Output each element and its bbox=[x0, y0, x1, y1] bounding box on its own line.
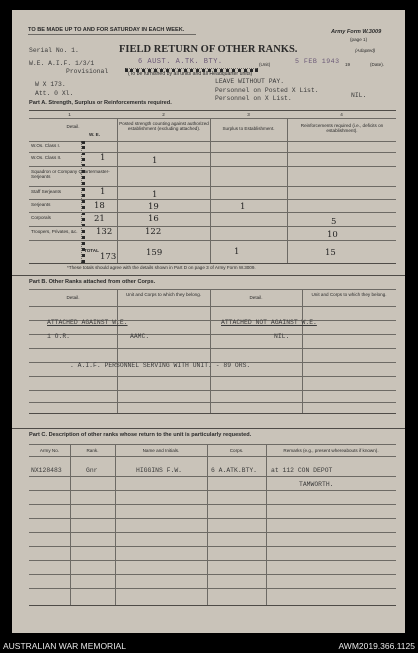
part-c-corps: Corps. bbox=[229, 448, 244, 453]
part-c-divider bbox=[12, 428, 405, 429]
part-c-rank: Rank. bbox=[86, 448, 99, 453]
col-number-3: 3 bbox=[247, 112, 250, 117]
total-we: 173 bbox=[100, 252, 117, 262]
part-a-bottom-rule bbox=[29, 263, 396, 264]
part-c-row-rule bbox=[29, 574, 396, 575]
part-b-row-rule bbox=[29, 376, 396, 377]
date-stamp: 5 FEB 1943 bbox=[295, 58, 340, 65]
date-label: (Date). bbox=[370, 62, 385, 67]
attached-not-against-we: ATTACHED NOT AGAINST W.E. bbox=[221, 319, 317, 326]
part-c-title: Part C. Description of other ranks whose return to the unit is particularly requested. bbox=[29, 432, 252, 438]
unit-typed: W.E. A.I.F. 1/3/1 bbox=[29, 60, 95, 67]
part-a-top-rule bbox=[29, 110, 396, 111]
year-label: 19 bbox=[345, 62, 351, 67]
reinf-header: Reinforcements required (i.e., deficits on establishment). bbox=[300, 123, 384, 133]
wx-number: W X 173. bbox=[35, 81, 66, 88]
footer-right: AWM2019.366.1125 bbox=[338, 641, 415, 651]
army-no-value: NX128483 bbox=[31, 467, 62, 474]
aif-personnel: . A.I.F. PERSONNEL SERVING WITH UNIT. - 89 ORS. bbox=[70, 362, 251, 369]
part-a-title: Part A. Strength, Surplus or Reinforcements required. bbox=[29, 100, 172, 106]
part-c-row-rule bbox=[29, 532, 396, 533]
attached-against-we: ATTACHED AGAINST W.E. bbox=[47, 319, 128, 326]
part-c-col-rule bbox=[266, 444, 267, 605]
part-c-col-rule bbox=[115, 444, 116, 605]
part-c-army-no: Army No. bbox=[39, 448, 60, 453]
one-or: 1 O.R. bbox=[47, 333, 71, 340]
part-b-col-rule bbox=[302, 289, 303, 413]
unit-label: (Unit) bbox=[259, 62, 271, 67]
row-label-staff-sjt: Staff Serjeants bbox=[31, 189, 62, 194]
attached-ol: Att. 0 Xl. bbox=[35, 90, 74, 97]
row-rule bbox=[29, 226, 396, 227]
total-reinf: 15 bbox=[325, 248, 336, 258]
posted-header: Posted strength counting against authorized establishment (excluding attached). bbox=[119, 121, 209, 131]
we-cpl: 21 bbox=[94, 214, 105, 224]
remarks-value-2: TAMWORTH. bbox=[299, 481, 334, 488]
notice-underline bbox=[28, 34, 196, 35]
part-c-header-rule bbox=[29, 456, 396, 457]
part-c-row-rule bbox=[29, 518, 396, 519]
row-rule bbox=[29, 166, 396, 167]
part-b-row-rule bbox=[29, 348, 396, 349]
row-label-wo1: W.Os. Class I. bbox=[31, 143, 61, 148]
part-c-col-rule bbox=[207, 444, 208, 605]
rank-value: Gnr bbox=[86, 467, 98, 474]
remarks-value: at 112 CON DEPOT bbox=[271, 467, 333, 474]
part-b-top-rule bbox=[29, 289, 396, 290]
reinf-cpl: 5 bbox=[331, 217, 337, 227]
part-c-name: Name and Initials. bbox=[142, 448, 180, 453]
posted-sjt: 19 bbox=[148, 202, 159, 212]
part-b-col-rule bbox=[210, 289, 211, 413]
totals-footnote: *These totals should agree with the details shown in Part D on page 3 of Army Form W.3009. bbox=[67, 265, 256, 270]
part-b-row-rule bbox=[29, 334, 396, 335]
footer-left: AUSTRALIAN WAR MEMORIAL bbox=[3, 641, 126, 651]
col-number-1: 1 bbox=[68, 112, 71, 117]
adapted-label: (Adapted) bbox=[355, 48, 376, 53]
part-c-row-rule bbox=[29, 546, 396, 547]
part-c-top-rule bbox=[29, 444, 396, 445]
we-header: W. E. bbox=[89, 132, 100, 137]
we-sjt: 18 bbox=[94, 201, 105, 211]
part-b-title: Part B. Other Ranks attached from other Corps. bbox=[29, 279, 156, 285]
col-rule-3 bbox=[287, 118, 288, 263]
part-c-row-rule bbox=[29, 588, 396, 589]
posted-tpr: 122 bbox=[145, 227, 162, 237]
row-rule bbox=[29, 152, 396, 153]
part-c-col-rule bbox=[70, 444, 71, 605]
posted-staff-sjt: 1 bbox=[152, 190, 158, 200]
army-form-number: Army Form W.3009 bbox=[331, 29, 382, 35]
total-posted: 159 bbox=[146, 248, 163, 258]
row-label-cpl: Corporals bbox=[31, 215, 51, 220]
provisional-label: Provisional bbox=[66, 68, 109, 75]
part-b-header-rule bbox=[29, 306, 396, 307]
page-number: (page 1) bbox=[350, 37, 368, 42]
part-b-unit-2: Unit and Corps to which they belong. bbox=[311, 292, 387, 297]
reinf-tpr: 10 bbox=[327, 230, 338, 240]
row-rule bbox=[29, 199, 396, 200]
part-b-detail-2: Detail. bbox=[249, 295, 263, 300]
we-rule bbox=[81, 141, 85, 263]
part-b-col-rule bbox=[117, 289, 118, 413]
archive-footer bbox=[0, 640, 418, 653]
unit-stamp: 6 AUST. A.TK. BTY. bbox=[138, 58, 223, 66]
part-c-remarks: Remarks (e.g., present whereabouts if known). bbox=[283, 448, 379, 453]
part-a-number-rule bbox=[29, 118, 396, 119]
col-number-2: 2 bbox=[162, 112, 165, 117]
col-rule-2 bbox=[210, 118, 211, 263]
col-rule-1 bbox=[117, 118, 118, 263]
aamc: AAMC. bbox=[130, 333, 150, 340]
corps-value: 6 A.ATK.BTY. bbox=[211, 467, 258, 474]
form-title: FIELD RETURN OF OTHER RANKS. bbox=[119, 44, 298, 55]
name-value: HIGGINS F.W. bbox=[136, 467, 183, 474]
detail-header: Detail. bbox=[66, 124, 80, 129]
surplus-sjt: 1 bbox=[240, 202, 246, 212]
posted-wo2: 1 bbox=[152, 156, 158, 166]
posted-nil: NIL. bbox=[351, 92, 367, 99]
row-rule bbox=[29, 240, 396, 241]
total-surplus: 1 bbox=[234, 247, 240, 257]
total-label: TOTAL bbox=[84, 248, 99, 253]
we-tpr: 132 bbox=[96, 227, 113, 237]
part-c-row-rule bbox=[29, 490, 396, 491]
part-b-unit-1: Unit and Corps to which they belong. bbox=[125, 292, 202, 297]
row-label-tpr: Troopers, Privates, &c. bbox=[31, 229, 78, 234]
part-b-detail-1: Detail. bbox=[66, 295, 80, 300]
we-wo2: 1 bbox=[100, 153, 106, 163]
part-b-row-rule bbox=[29, 390, 396, 391]
col-number-4: 4 bbox=[340, 112, 343, 117]
row-rule bbox=[29, 212, 396, 213]
surplus-header: Surplus to Establishment. bbox=[222, 126, 275, 131]
row-label-sjt: Serjeants bbox=[31, 202, 51, 207]
x-list: Personnel on X List. bbox=[215, 95, 292, 102]
part-b-nil: NIL. bbox=[274, 333, 290, 340]
weekly-notice: TO BE MADE UP TO AND FOR SATURDAY IN EACH WEEK. bbox=[28, 27, 185, 33]
furnish-note: (To be furnished by all units and all Headquarter units) bbox=[128, 71, 253, 77]
row-label-cqms: Squadron or Company Quartermaster-Serjeants bbox=[31, 169, 110, 179]
form-paper bbox=[12, 10, 405, 633]
posted-x-list: Personnel on Posted X List. bbox=[215, 87, 319, 94]
part-b-divider bbox=[12, 275, 405, 276]
row-rule bbox=[29, 186, 396, 187]
part-c-row-rule bbox=[29, 504, 396, 505]
part-c-bottom-rule bbox=[29, 605, 396, 606]
leave-without-pay: LEAVE WITHOUT PAY. bbox=[215, 78, 285, 85]
part-c-row-rule bbox=[29, 560, 396, 561]
part-b-row-rule bbox=[29, 402, 396, 403]
serial-number: Serial No. 1. bbox=[29, 47, 79, 54]
we-staff-sjt: 1 bbox=[100, 187, 106, 197]
part-b-bottom-rule bbox=[29, 413, 396, 414]
row-label-wo2: W.Os. Class II. bbox=[31, 155, 62, 160]
part-c-row-rule bbox=[29, 476, 396, 477]
posted-cpl: 16 bbox=[148, 214, 159, 224]
